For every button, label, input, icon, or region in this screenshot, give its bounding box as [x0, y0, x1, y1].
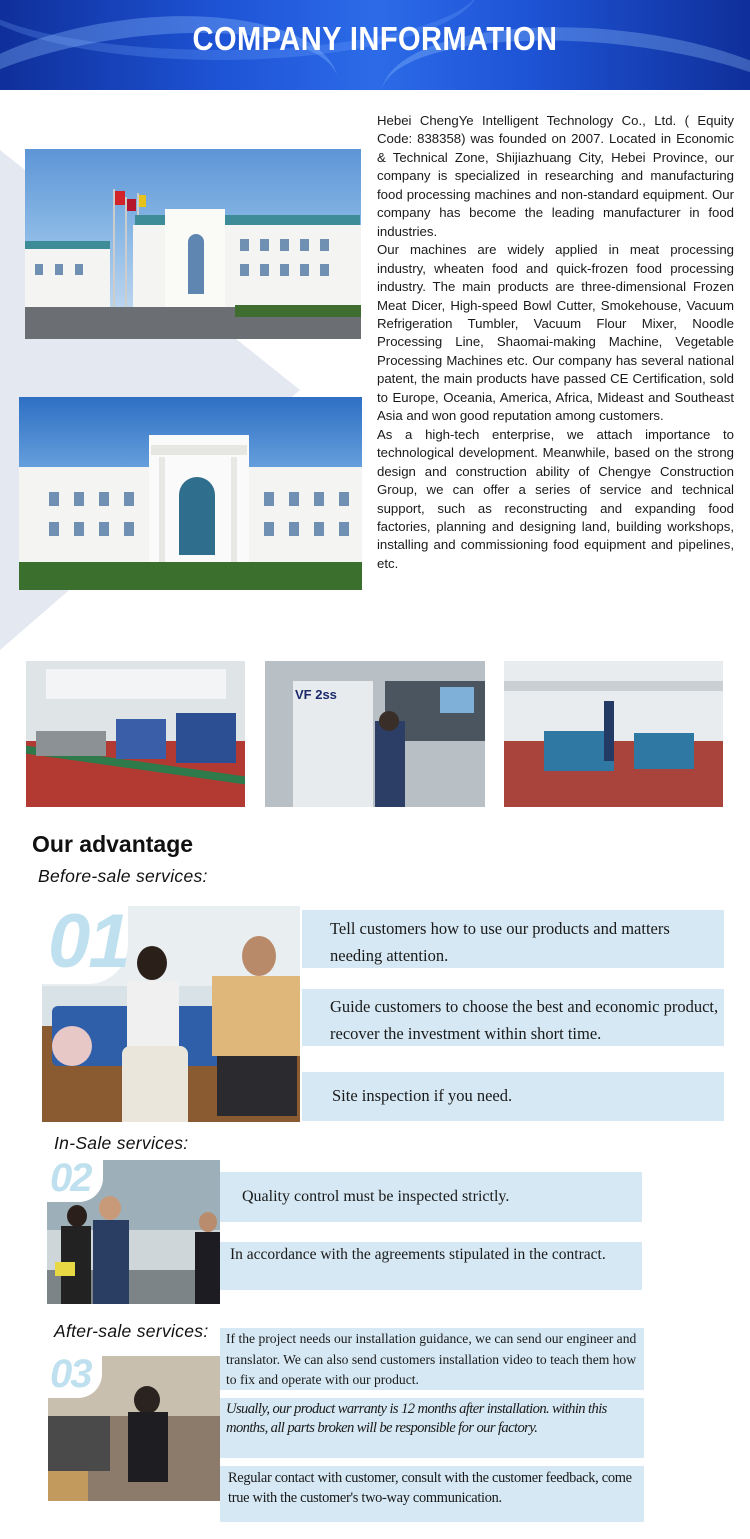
machining-center-photo	[265, 661, 485, 807]
header-banner	[0, 0, 750, 90]
after-sale-label: After-sale services:	[54, 1321, 209, 1341]
step-number-03: 03	[50, 1352, 91, 1396]
workshop-lathe-photo	[504, 661, 723, 807]
in-sale-label: In-Sale services:	[54, 1133, 189, 1153]
step-number-01: 01	[48, 899, 129, 984]
description-paragraph: Hebei ChengYe Intelligent Technology Co., Ltd. ( Equity Code: 838358) was founded on 2007. Located in Economic & Technical Zone, Shijiazhuang City, Hebei Province, our company is specialized in researching and manufacturing food processing machines and non-standard equipment. Our company has become the leading manufacturer in food industries.	[377, 113, 734, 239]
service-box	[302, 1072, 724, 1121]
before-sale-label: Before-sale services:	[38, 866, 208, 886]
company-building-photo	[25, 149, 361, 339]
service-text: Site inspection if you need.	[332, 1086, 513, 1105]
company-description	[377, 112, 734, 573]
service-box	[220, 1466, 644, 1522]
service-box	[220, 1328, 644, 1390]
service-text: Regular contact with customer, consult with the customer feedback, come true with the customer's two-way communication.	[228, 1470, 632, 1506]
page-title: COMPANY INFORMATION	[192, 20, 558, 57]
service-box	[220, 1172, 642, 1222]
service-text: Tell customers how to use our products and matters needing attention.	[330, 919, 670, 965]
description-paragraph: Our machines are widely applied in meat processing industry, wheaten food and quick-frozen food processing industry. The main products are three-dimensional Frozen Meat Dicer, High-speed Bowl Cutter, Smokehouse, Vacuum Refrigeration Tumbler, Vacuum Flour Mixer, Noodle Processing Line, Shaomai-making Machine, Vegetable Processing Machines etc. Our company has several national patent, the main products have passed CE Certification, sold to Europe, Oceania, America, Africa, Mideast and Southeast Asia and won good reputation among customers.	[377, 242, 734, 424]
description-paragraph: As a high-tech enterprise, we attach importance to technological development. Meanwhile, based on the strong design and construction ability of Chengye Construction Group, we can offer a series of service and technical support, such as reconstructing and expanding food factories, planning and designing land, building workshops, installing and commissioning food equipment and pipelines, etc.	[377, 426, 734, 571]
service-box	[220, 1242, 642, 1290]
service-text: Guide customers to choose the best and economic product, recover the investment within short time.	[330, 997, 719, 1043]
service-text: If the project needs our installation guidance, we can send our engineer and translator. We can also send customers installation video to teach them how to fix and operate with our product.	[226, 1331, 637, 1387]
service-text: Quality control must be inspected strictly.	[242, 1188, 510, 1205]
advantage-title: Our advantage	[32, 831, 194, 857]
service-text: In accordance with the agreements stipulated in the contract.	[230, 1246, 606, 1263]
step-number-02: 02	[50, 1156, 91, 1200]
company-building-front-photo	[19, 397, 362, 590]
workshop-photo	[26, 661, 245, 807]
service-box	[302, 910, 724, 968]
service-text: Usually, our product warranty is 12 months after installation. within this months, all parts broken will be responsible for our factory.	[226, 1401, 607, 1436]
machine-badge: VF 2ss	[295, 687, 337, 702]
service-box	[220, 1398, 644, 1458]
service-box	[302, 989, 724, 1046]
